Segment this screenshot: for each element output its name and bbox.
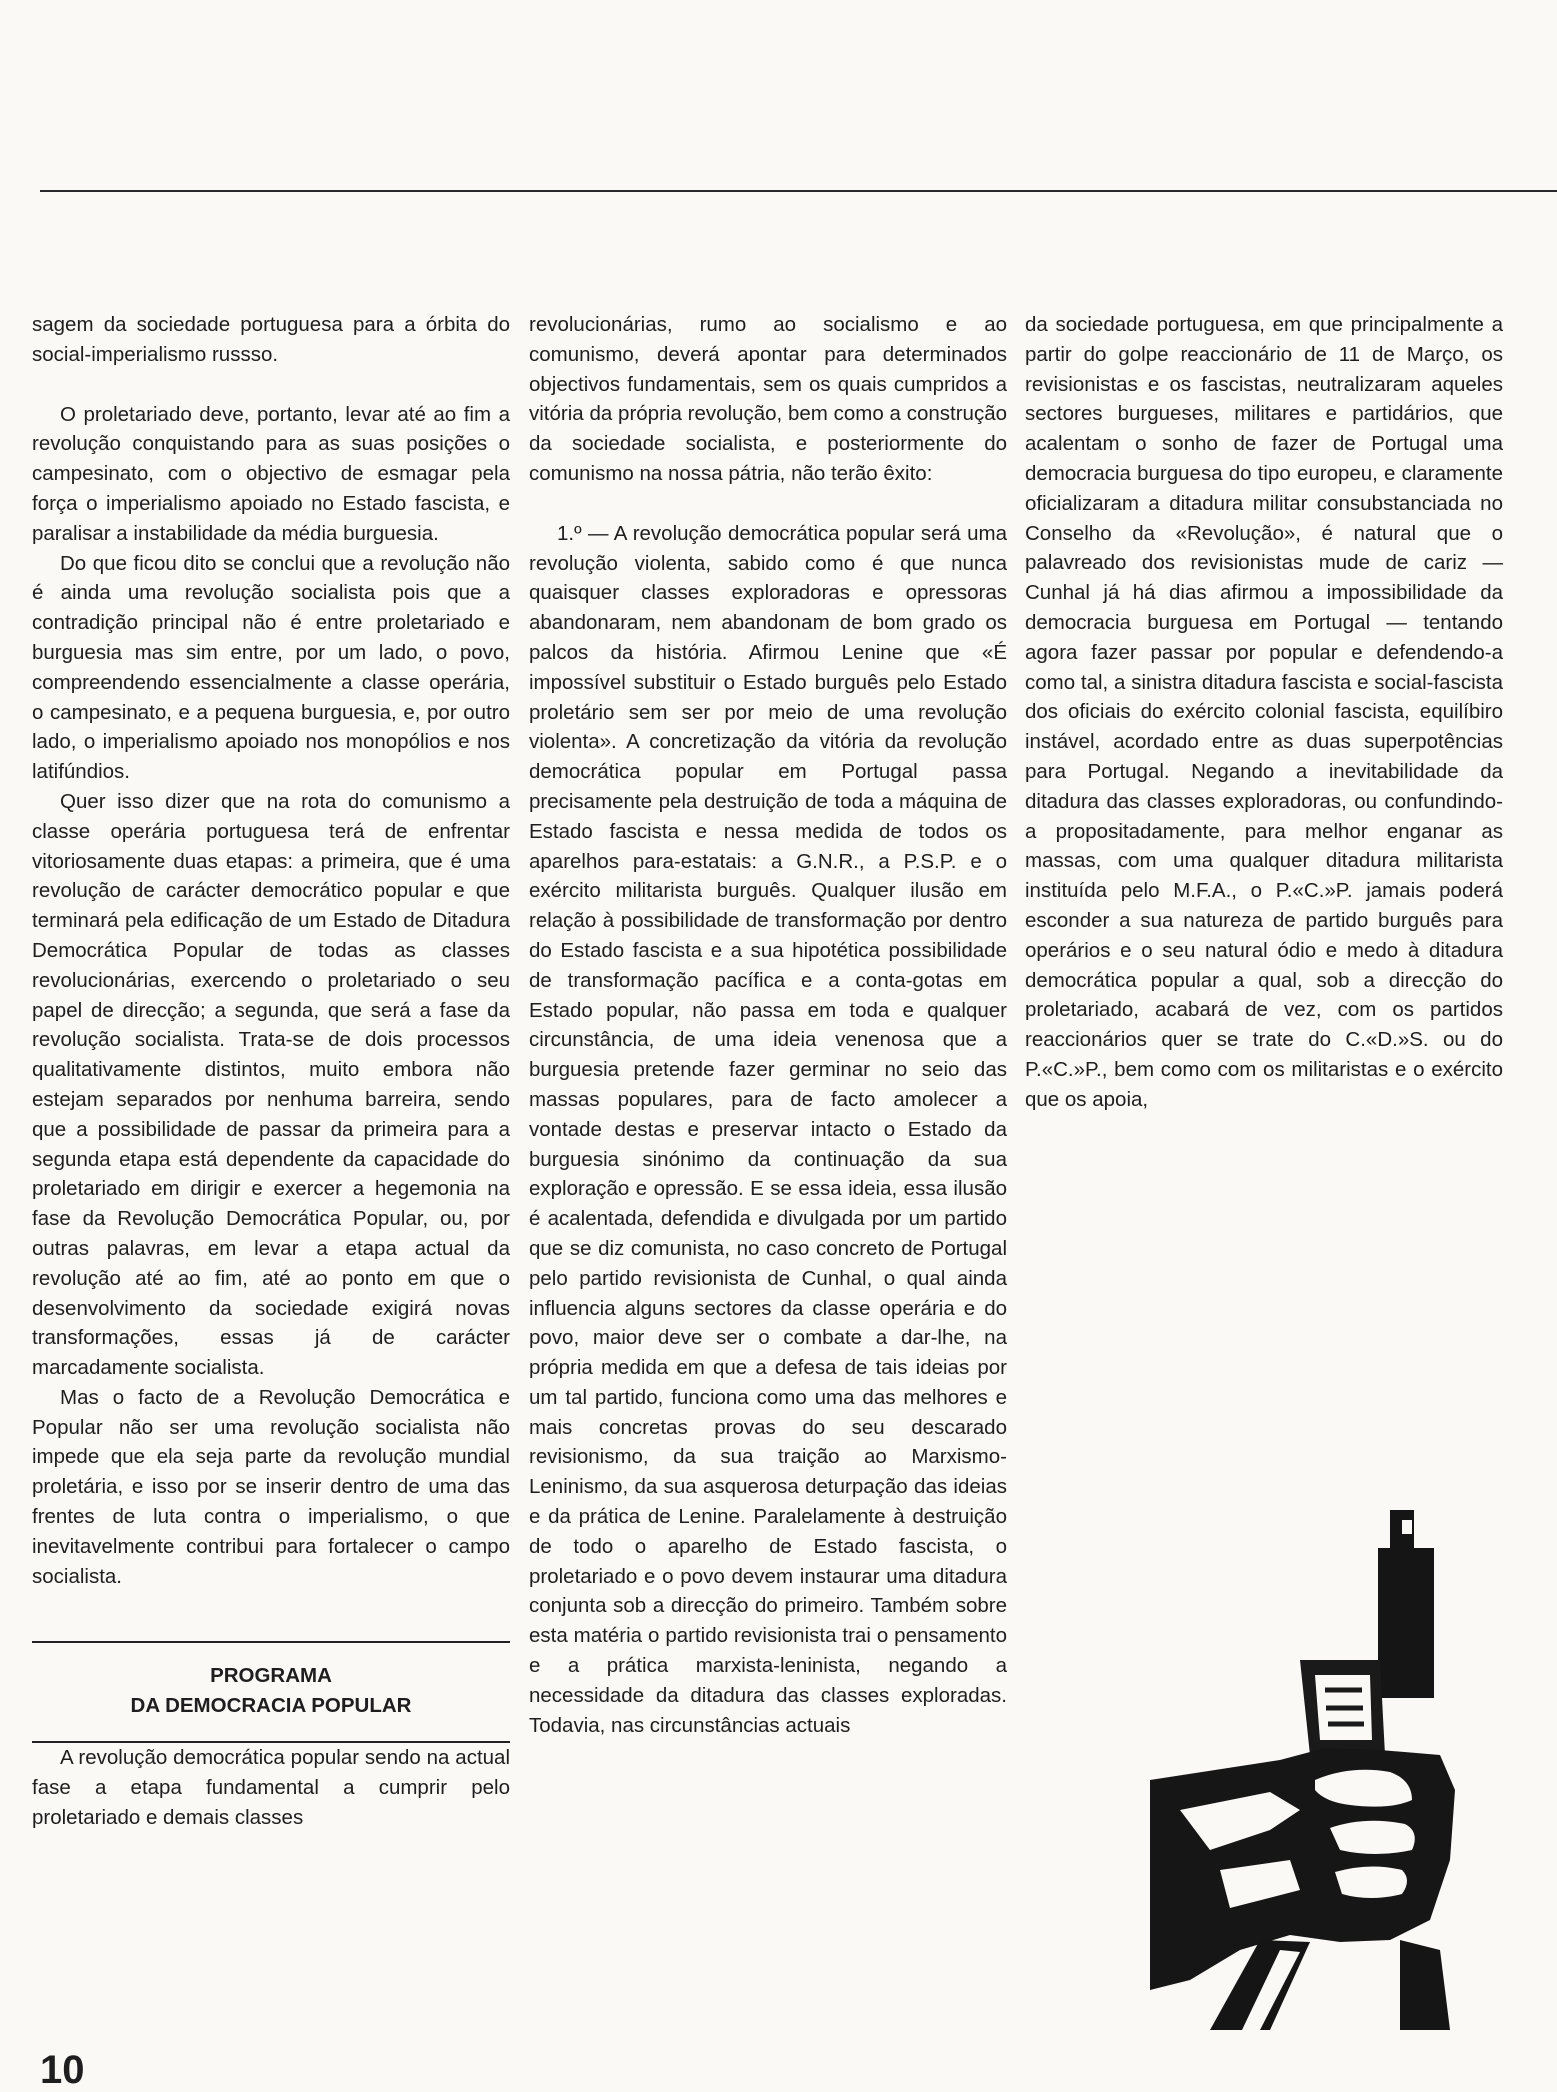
paragraph: O proletariado deve, portanto, levar até ao fim a revolução conquistando para as suas posições o campesinato, com o objectivo de esmagar pela força o imperialismo apoiado no Estado fascista, e paralisar a instabilidade da média burguesia. [32, 402, 510, 545]
section-heading [32, 1641, 510, 1743]
paragraph: Quer isso dizer que na rota do comunismo a classe operária portuguesa terá de enfrentar vitoriosamente duas etapas: a primeira, que é uma revolução de carácter democrático popular e que terminará pela edificação de um Estado de Ditadura Democrática Popular de todas as classes revolucionárias, exercendo o proletariado o seu papel de direcção; a segunda, que será a fase da revolução socialista. Trata-se de dois processos qualitativamente distintos, muito embora não estejam separados por nenhuma barreira, sendo que a possibilidade de passar da primeira para a segunda etapa está dependente da capacidade do proletariado em dirigir e exercer a hegemonia na fase da Revolução Democrática Popular, ou, por outras palavras, em levar a etapa actual da revolução até ao fim, até ao ponto em que o desenvolvimento da sociedade exigirá novas transformações, essas já de carácter marcadamente socialista. [32, 789, 510, 1380]
paragraph: revolucionárias, rumo ao socialismo e ao comunismo, deverá apontar para determinados objectivos fundamentais, sem os quais cumpridos a vitória da própria revolução, bem como a construção da sociedade socialista, e posteriormente do comunismo na nossa pátria, não terão êxito: [529, 313, 1007, 485]
paragraph: da sociedade portuguesa, em que principalmente a partir do golpe reaccionário de 11 de Março, os revisionistas e os fascistas, neutralizaram aqueles sectores burgueses, militares e partidários, que acalentam o sonho de fazer de Portugal uma democracia burguesa do tipo europeu, e claramente oficializaram a ditadura militar consubstanciada no Conselho da «Revolução», é natural que o palavreado dos revisionistas mude de cariz — Cunhal já há dias afirmou a impossibilidade da democracia burguesa em Portugal — tentando agora fazer passar por popular e defendendo-a como tal, a sinistra ditadura fascista e social-fascista dos oficiais do exército colonial fascista, equilíbiro instável, acordado entre as duas superpotências para Portugal. Negando a inevitabilidade da ditadura das classes exploradoras, ou confundindo-a propositadamente, para melhor enganar as massas, com uma qualquer ditadura militarista instituída pelo M.F.A., o P.«C.»P. jamais poderá esconder a sua natureza de partido burguês para operários e o seu natural ódio e medo à ditadura democrática popular a qual, sob a direcção do proletariado, acabará de vez, com os partidos reaccionários quer se trate do C.«D.»S. ou do P.«C.»P., bem como com os militaristas e o exército que os apoia, [1025, 313, 1503, 1111]
section-heading-line-2: DA DEMOCRACIA POPULAR [130, 1694, 412, 1718]
paragraph: Do que ficou dito se conclui que a revolução não é ainda uma revolução socialista pois que a contradição principal não é entre proletariado e burguesia mas sim entre, por um lado, o povo, compreendendo essencialmente a classe operária, o campesinato, e a pequena burguesia, e, por outro lado, o imperialismo apoiado nos monopólios e nos latifúndios. [32, 551, 510, 784]
text-column-3 [1025, 310, 1503, 1115]
header-rule [40, 190, 1557, 192]
page-number: 10 [40, 2048, 85, 2092]
section-heading-line-1: PROGRAMA [210, 1664, 332, 1688]
paragraph: Mas o facto de a Revolução Democrática e Popular não ser uma revolução socialista não impede que ela seja parte da revolução mundial proletária, e isso por se inserir dentro de uma das frentes de luta contra o imperialismo, o que inevitavelmente contribui para fortalecer o campo socialista. [32, 1385, 510, 1588]
hand-holding-rifle-illustration [1150, 1510, 1520, 2030]
paragraph: A revolução democrática popular sendo na actual fase a etapa fundamental a cumprir pelo proletariado e demais classes [32, 1746, 510, 1830]
text-column-2 [529, 310, 1007, 1740]
paragraph: sagem da sociedade portuguesa para a órbita do social-imperialismo russso. [32, 313, 510, 366]
paragraph: 1.º — A revolução democrática popular será uma revolução violenta, sabido como é que nunca quaisquer classes exploradoras e opressoras abandonaram, nem abandonam de bom grado os palcos da história. Afirmou Lenine que «É impossível substituir o Estado burguês pelo Estado proletário sem ser por meio de uma revolução violenta». A concretização da vitória da revolução democrática popular em Portugal passa precisamente pela destruição de toda a máquina de Estado fascista e nessa medida de todos os aparelhos para-estatais: a G.N.R., a P.S.P. e o exército militarista burguês. Qualquer ilusão em relação à possibilidade de transformação por dentro do Estado fascista e a sua hipotética possibilidade de transformação pacífica e a conta-gotas em Estado popular, não passa em toda e qualquer circunstância, de uma ideia venenosa que a burguesia pretende fazer germinar no seio das massas populares, para de facto amolecer a vontade destas e preservar intacto o Estado da burguesia sinónimo da continuação da sua exploração e opressão. E se essa ideia, essa ilusão é acalentada, defendida e divulgada por um partido que se diz comunista, no caso concreto de Portugal pelo partido revisionista de Cunhal, o qual ainda influencia alguns sectores da classe operária e do povo, maior deve ser o combate a dar-lhe, na própria medida em que a defesa de tais ideias por um tal partido, funciona como uma das melhores e mais concretas provas do seu descarado revisionismo, da sua traição ao Marxismo-Leninismo, da sua asquerosa deturpação das ideias e da prática de Lenine. Paralelamente à destruição de todo o aparelho de Estado fascista, o proletariado e o povo devem instaurar uma ditadura conjunta sob a direcção do primeiro. Também sobre esta matéria o partido revisionista trai o pensamento e a prática marxista-leninista, negando a necessidade da ditadura das classes exploradas. Todavia, nas circunstâncias actuais [529, 521, 1007, 1737]
text-column-1 [32, 310, 510, 1833]
